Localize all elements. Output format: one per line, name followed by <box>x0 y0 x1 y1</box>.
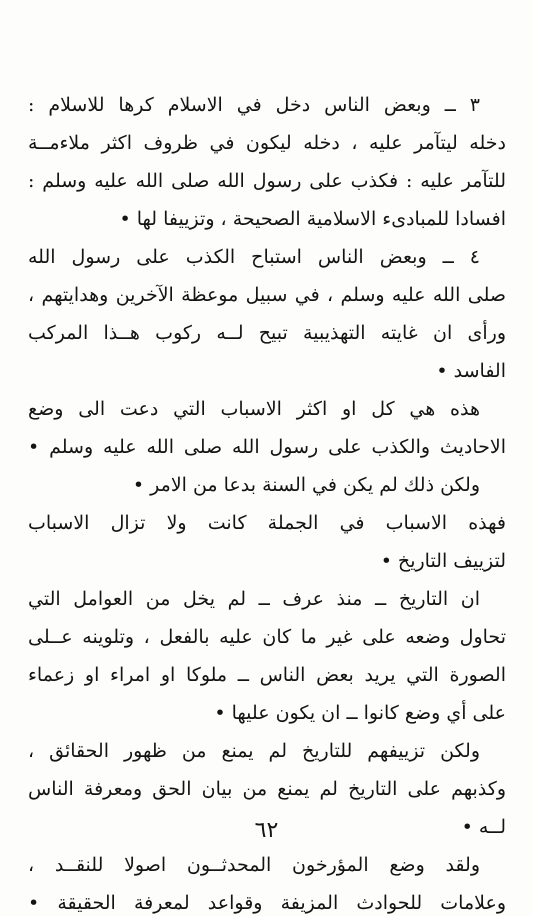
page-number: ٦٢ <box>254 818 279 843</box>
text-line-6: صلى الله عليه وسلم ، في سبيل موعظة الآخرين وهدايتهم ، <box>28 284 506 306</box>
text-line-3: للتآمر عليه : فكذب على رسول الله صلى الله عليه وسلم : <box>28 170 506 192</box>
text-line-22: وعلامات للحوادث المزيفة وقواعد لمعرفة الحقيقة • <box>28 892 506 914</box>
page-body-text <box>28 86 506 922</box>
text-line-1: ٣ ــ وبعض الناس دخل في الاسلام كرها للاسلام : <box>28 94 480 116</box>
text-line-12: فهذه الاسباب في الجملة كانت ولا تزال الاسباب <box>28 512 506 534</box>
text-line-16: الصورة التي يريد بعض الناس ــ ملوكا او امراء او زعماء <box>28 664 506 686</box>
text-line-17: على أي وضع كانوا ــ ان يكون عليها • <box>214 702 506 724</box>
text-line-8: الفاسد • <box>436 360 506 382</box>
text-line-7: ورأى ان غايته التهذيبية تبيح لــه ركوب هــذا المركب <box>28 322 506 344</box>
text-line-13: لتزييف التاريخ • <box>380 550 506 572</box>
text-line-21: ولقد وضع المؤرخون المحدثــون اصولا للنقــد ، <box>28 854 480 876</box>
text-line-19: وكذبهم على التاريخ لم يمنع من بيان الحق ومعرفة الناس <box>28 778 506 800</box>
text-line-14: ان التاريخ ــ منذ عرف ــ لم يخل من العوامل التي <box>28 588 480 610</box>
text-line-11: ولكن ذلك لم يكن في السنة بدعا من الامر • <box>132 474 480 496</box>
text-line-5: ٤ ــ وبعض الناس استباح الكذب على رسول الله <box>28 246 480 268</box>
text-line-20: لــه • <box>461 816 506 838</box>
text-line-9: هذه هي كل او اكثر الاسباب التي دعت الى وضع <box>28 398 480 420</box>
text-line-15: تحاول وضعه على غير ما كان عليه بالفعل ، وتلوينه عــلى <box>28 626 506 648</box>
text-line-10: الاحاديث والكذب على رسول الله صلى الله عليه وسلم • <box>28 436 506 458</box>
text-line-4: افسادا للمبادىء الاسلامية الصحيحة ، وتزييفا لها • <box>119 208 506 230</box>
text-line-18: ولكن تزييفهم للتاريخ لم يمنع من ظهور الحقائق ، <box>28 740 480 762</box>
text-line-2: دخله ليتآمر عليه ، دخله ليكون في ظروف اكثر ملاءمــة <box>28 132 506 154</box>
